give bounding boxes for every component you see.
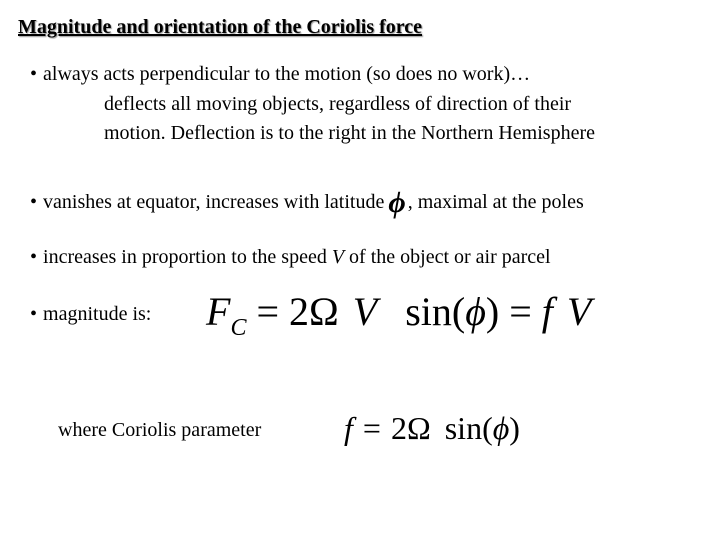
bullet-3-text-before: increases in proportion to the speed bbox=[43, 246, 327, 268]
slide-title: Magnitude and orientation of the Coriolis force bbox=[18, 16, 423, 38]
bullet-3-text-after: of the object or air parcel bbox=[349, 246, 551, 268]
formula-speed-2: V bbox=[566, 289, 592, 334]
formula2-equals: = bbox=[362, 410, 381, 446]
formula2-phi: ϕ bbox=[492, 410, 510, 446]
bullet-1-line-2: deflects all moving objects, regardless of direction of their bbox=[104, 93, 572, 115]
bullet-marker: • bbox=[30, 303, 38, 325]
coriolis-force-formula bbox=[206, 289, 592, 341]
speed-variable: V bbox=[331, 246, 345, 268]
formula-force-subscript: C bbox=[230, 315, 247, 341]
bullet-1-line-3: motion. Deflection is to the right in the Northern Hemisphere bbox=[104, 122, 595, 144]
bullet-2-line bbox=[30, 188, 584, 218]
formula-force-symbol: F bbox=[206, 289, 231, 334]
bullet-1-line-1 bbox=[30, 64, 530, 84]
formula-equals-2: = bbox=[509, 289, 532, 334]
formula2-sin-close: ) bbox=[509, 410, 520, 446]
bullet-1-text-1: always acts perpendicular to the motion (so does no work)… bbox=[43, 63, 531, 85]
bullet-4-label: magnitude is: bbox=[43, 303, 152, 325]
formula2-sin-open: sin( bbox=[444, 410, 493, 446]
formula-sin-open: sin( bbox=[405, 289, 466, 334]
formula-equals-1: = bbox=[256, 289, 280, 334]
bullet-3-line bbox=[30, 247, 551, 267]
formula-phi: ϕ bbox=[465, 289, 486, 334]
coriolis-parameter-formula bbox=[344, 412, 520, 444]
formula2-f: f bbox=[344, 410, 353, 446]
bullet-marker: • bbox=[30, 191, 38, 213]
formula-sin-close: ) bbox=[485, 289, 500, 334]
formula2-two-omega: 2Ω bbox=[390, 410, 431, 446]
formula-coriolis-parameter: f bbox=[541, 289, 553, 334]
bullet-2-text-before: vanishes at equator, increases with latitude bbox=[43, 191, 385, 213]
bullet-4-line bbox=[30, 304, 151, 324]
phi-symbol: ϕ bbox=[388, 186, 406, 219]
bullet-marker: • bbox=[30, 246, 38, 268]
bullet-2-text-after: , maximal at the poles bbox=[407, 191, 584, 213]
bullet-marker: • bbox=[30, 63, 38, 85]
formula-speed-1: V bbox=[352, 289, 378, 334]
where-label: where Coriolis parameter bbox=[58, 419, 262, 441]
formula-two-omega: 2Ω bbox=[289, 289, 339, 334]
